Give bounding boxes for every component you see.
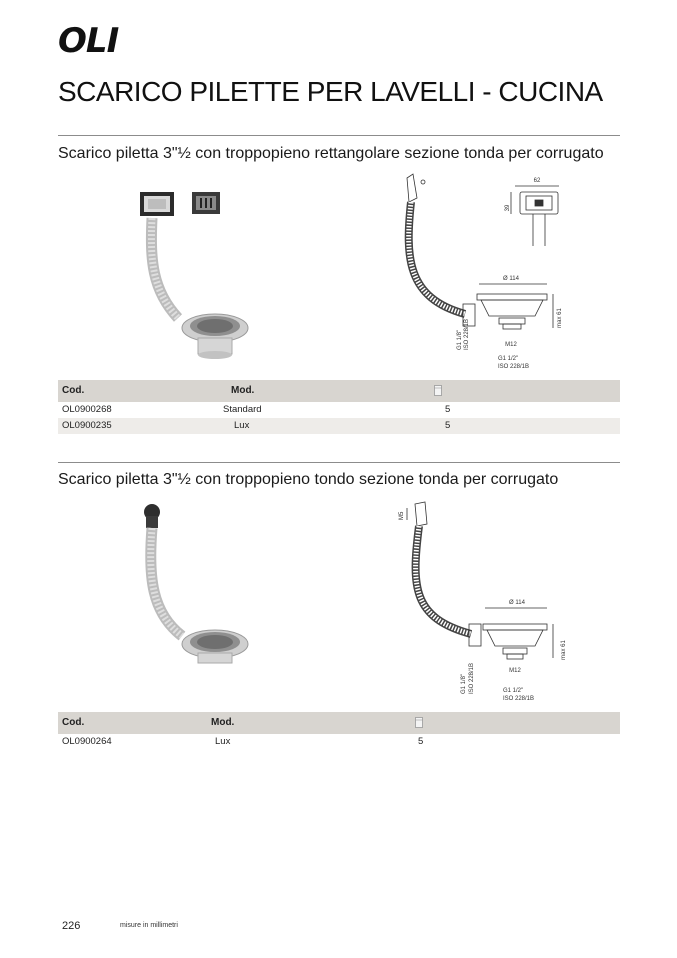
svg-text:ISO 228/1B: ISO 228/1B (498, 364, 530, 370)
svg-text:G1 1/8": G1 1/8" (461, 673, 467, 694)
svg-text:M12: M12 (509, 668, 521, 674)
header-code: Cod. (62, 717, 85, 728)
box-icon (415, 717, 423, 728)
row-qty: 5 (445, 420, 451, 431)
product-photo-round-overflow (130, 498, 260, 668)
svg-text:G1 1/8": G1 1/8" (457, 329, 463, 350)
header-model: Mod. (231, 385, 255, 396)
row-code: OL0900264 (62, 736, 112, 747)
page-number: 226 (62, 920, 81, 932)
table-header (58, 380, 620, 402)
row-model: Lux (234, 420, 250, 431)
section-divider (58, 135, 620, 136)
svg-text:M5: M5 (399, 511, 405, 520)
row-code: OL0900268 (62, 404, 112, 415)
svg-text:62: 62 (533, 178, 541, 184)
svg-text:M12: M12 (505, 342, 517, 348)
svg-text:ISO 228/1B: ISO 228/1B (469, 662, 475, 694)
product-photo-rectangular-overflow (130, 180, 260, 360)
row-model: Standard (223, 404, 262, 415)
section-title: Scarico piletta 3"½ con troppopieno rettangolare sezione tonda per corrugato (58, 145, 604, 162)
section-title: Scarico piletta 3"½ con troppopieno tondo sezione tonda per corrugato (58, 471, 559, 488)
overflow-plate-view (505, 178, 559, 246)
svg-text:G1 1/2": G1 1/2" (503, 688, 524, 694)
svg-text:max 61: max 61 (561, 640, 567, 660)
table-row (58, 402, 620, 418)
svg-text:ISO 228/1B: ISO 228/1B (503, 696, 535, 702)
table-row (58, 418, 620, 434)
svg-text:39: 39 (505, 204, 511, 212)
technical-drawing-2 (395, 498, 595, 708)
page-title: SCARICO PILETTE PER LAVELLI - CUCINA (58, 76, 603, 107)
row-qty: 5 (418, 736, 424, 747)
table-row (58, 734, 620, 750)
brand-logo: OLI (58, 21, 119, 61)
technical-drawing-1 (395, 168, 595, 378)
box-icon (434, 385, 442, 396)
svg-text:Ø 114: Ø 114 (509, 600, 525, 606)
row-qty: 5 (445, 404, 451, 415)
header-model: Mod. (211, 717, 235, 728)
svg-text:G1 1/2": G1 1/2" (498, 356, 519, 362)
svg-text:Ø 114: Ø 114 (503, 276, 519, 282)
section-divider (58, 462, 620, 463)
row-code: OL0900235 (62, 420, 112, 431)
header-code: Cod. (62, 385, 85, 396)
footer-note: misure in millimetri (120, 922, 178, 929)
svg-text:ISO 228/1B: ISO 228/1B (464, 318, 470, 350)
row-model: Lux (215, 736, 231, 747)
table-header (58, 712, 620, 734)
svg-text:max 61: max 61 (557, 308, 563, 328)
